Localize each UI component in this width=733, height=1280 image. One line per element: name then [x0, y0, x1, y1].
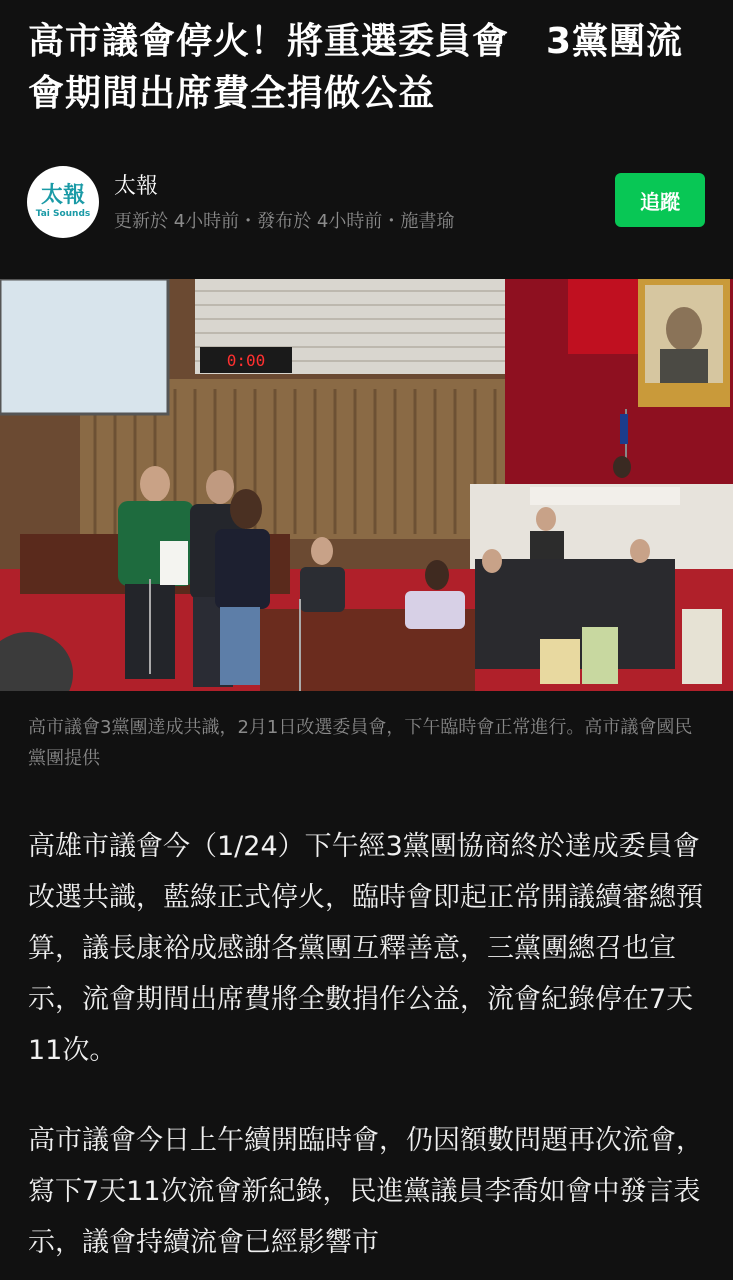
article-meta: 更新於 4小時前・發布於 4小時前・施書瑜 [114, 211, 455, 232]
council-meeting-photo [0, 279, 733, 691]
article-paragraph-1: 高雄市議會今（1/24）下午經3黨團協商終於達成委員會改選共識，藍綠正式停火，臨時會即起正常開議續審總預算，議長康裕成感謝各黨團互釋善意，三黨團總召也宣示，流會期間出席費將全數捐作公益，流會紀錄停在7天11次。 [28, 831, 703, 1066]
source-logo-text: 太報 [40, 183, 85, 208]
clock-display: 0:00 [226, 351, 266, 370]
photo-caption: 高市議會3黨團達成共識，2月1日改選委員會，下午臨時會正常進行。高市議會國民黨團提供 [28, 717, 693, 769]
source-name[interactable]: 太報 [114, 174, 159, 199]
article-photo [0, 279, 733, 691]
article-title: 高市議會停火！將重選委員會 3黨團流會期間出席費全捐做公益 [28, 21, 684, 114]
source-logo[interactable] [27, 166, 99, 238]
source-row [0, 165, 733, 241]
source-logo-subtext: Tai Sounds [35, 209, 91, 219]
article-paragraph-2: 高市議會今日上午續開臨時會，仍因額數問題再次流會，寫下7天11次流會新紀錄，民進黨議員李喬如會中發言表示，議會持續流會已經影響市 [28, 1125, 703, 1258]
follow-button[interactable]: 追蹤 [615, 173, 705, 227]
